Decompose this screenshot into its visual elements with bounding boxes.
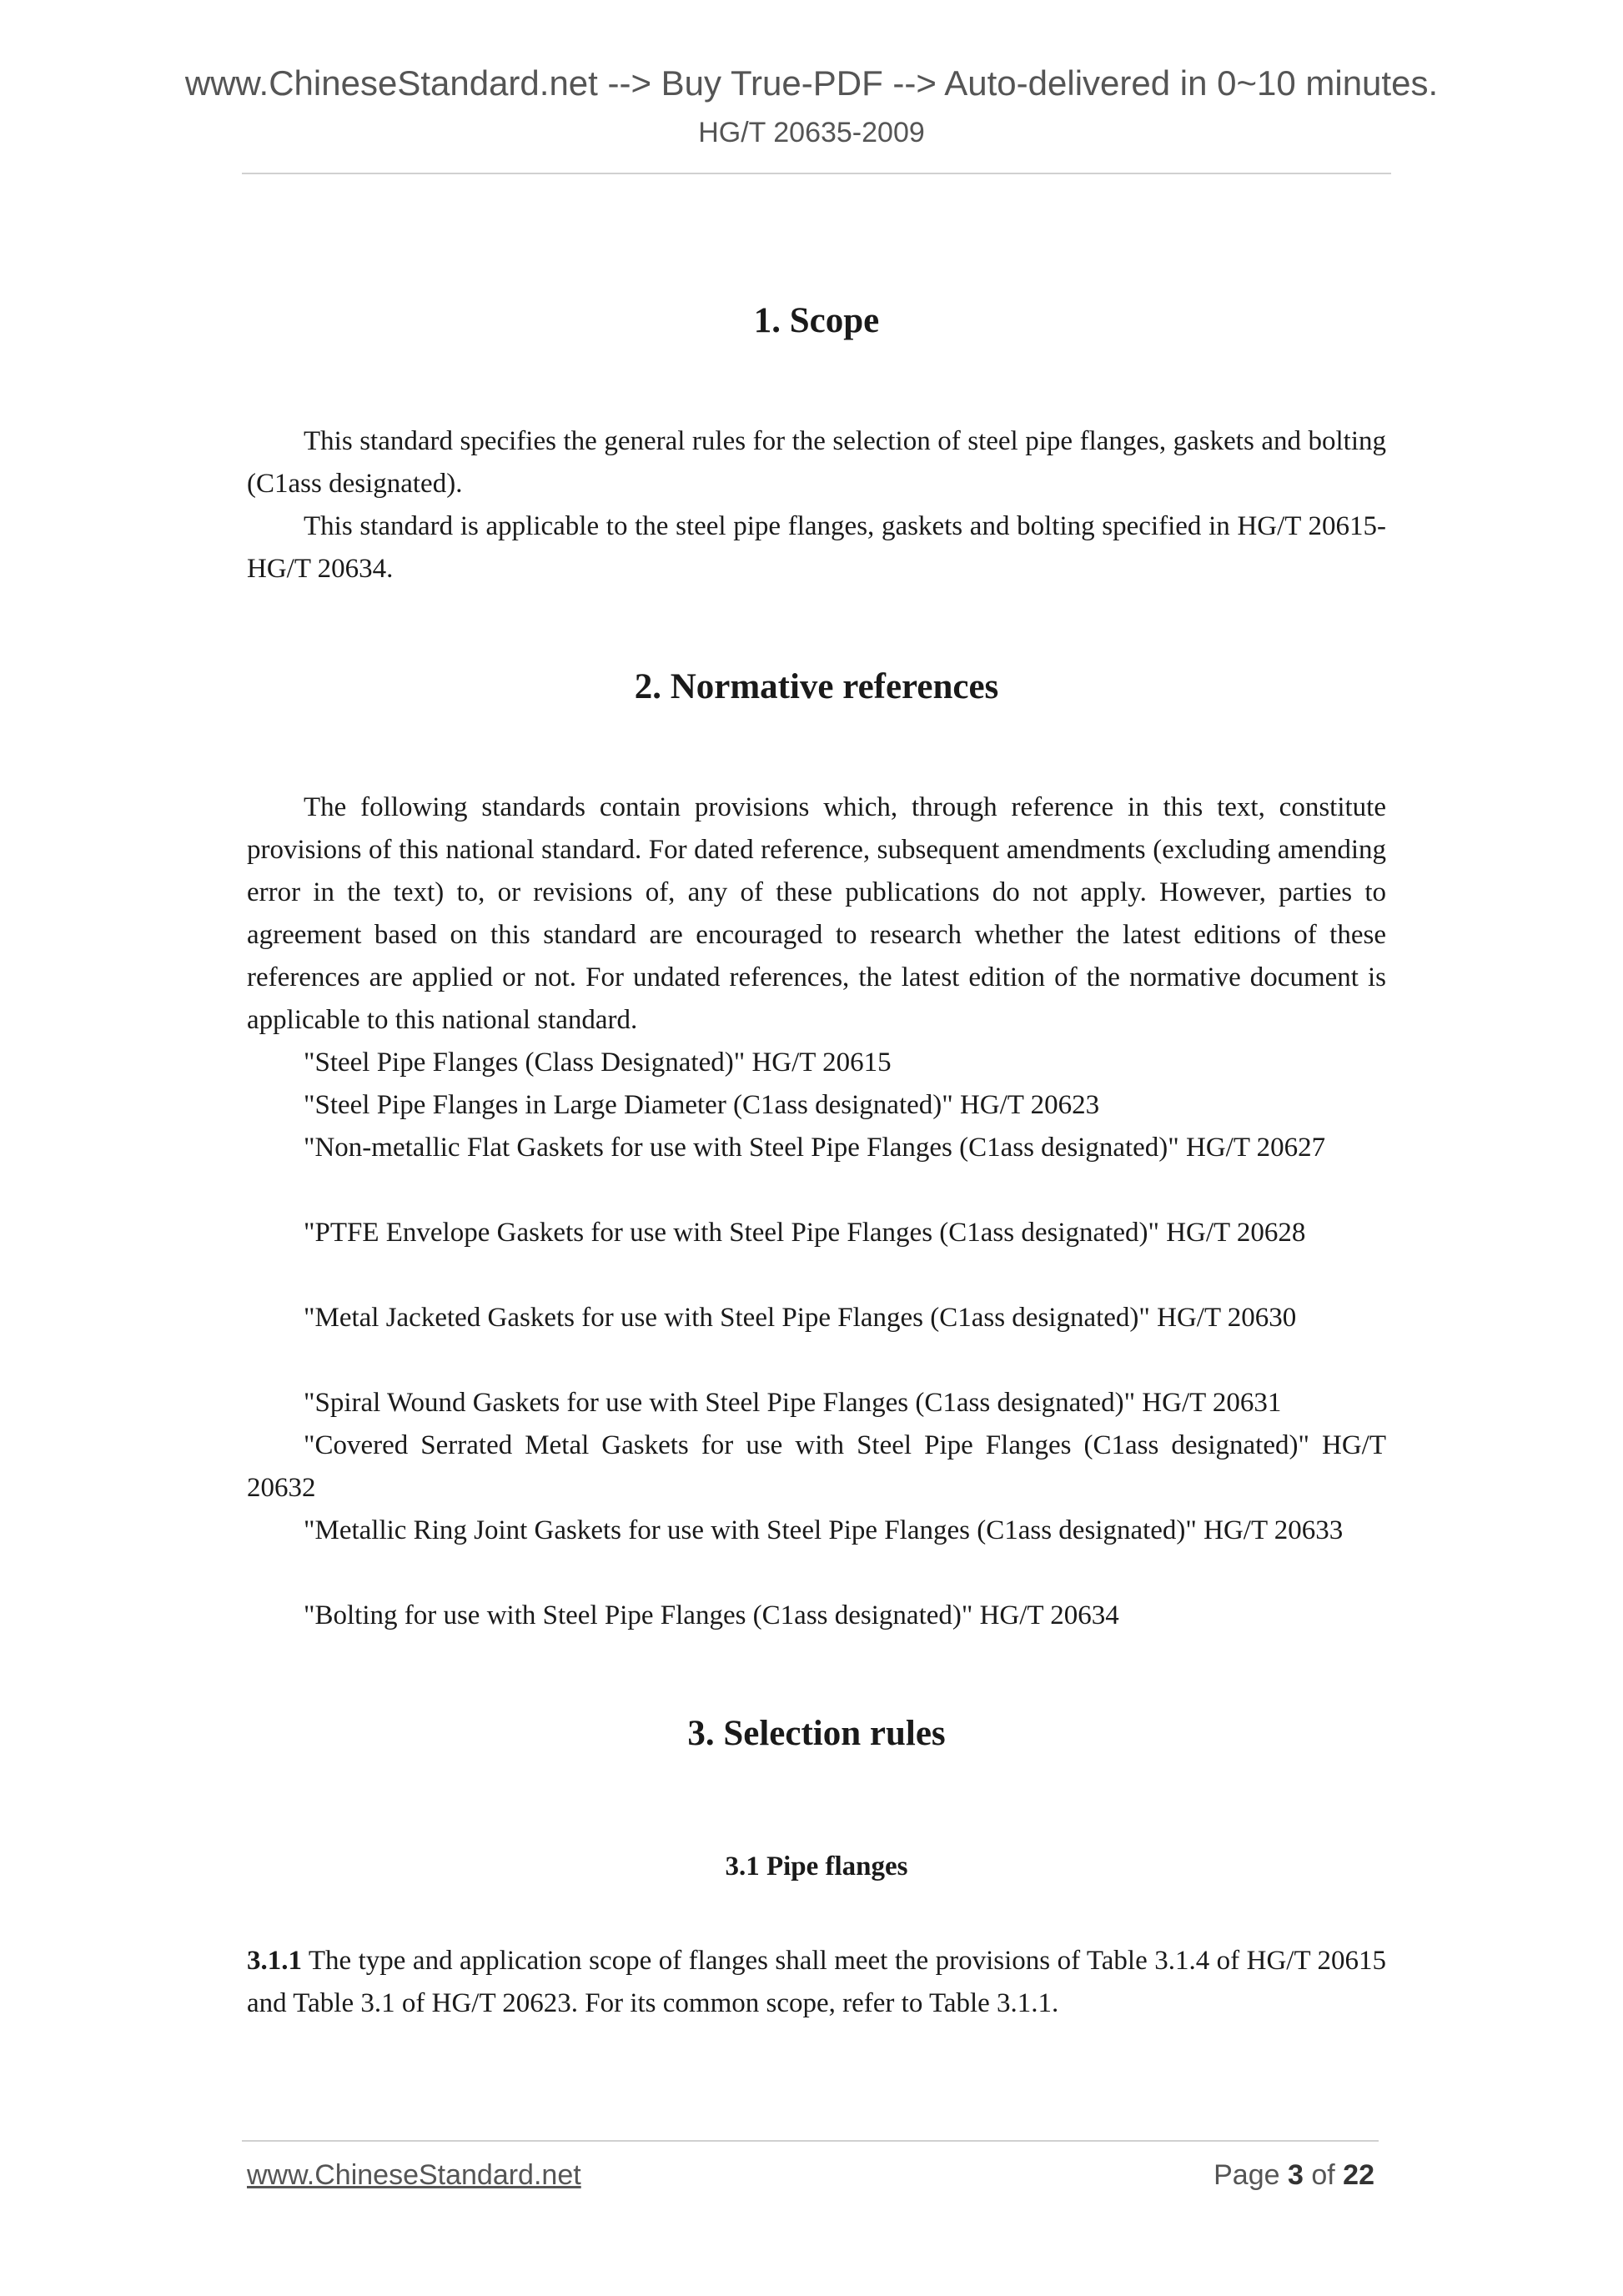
- clause-3-1-1: [247, 1940, 1386, 2025]
- page-indicator: [1213, 2159, 1374, 2192]
- section-title-scope: 1. Scope: [753, 301, 880, 340]
- page-of: of: [1311, 2159, 1335, 2191]
- reference-item: "Metallic Ring Joint Gaskets for use with Steel Pipe Flanges (C1ass designated)" HG/T 20633: [304, 1515, 1344, 1545]
- reference-item: "Steel Pipe Flanges in Large Diameter (C1ass designated)" HG/T 20623: [304, 1090, 1100, 1120]
- reference-item: "Covered Serrated Metal Gaskets for use with Steel Pipe Flanges (C1ass designated)" HG/T 20632: [247, 1430, 1386, 1503]
- reference-item: "PTFE Envelope Gaskets for use with Steel Pipe Flanges (C1ass designated)" HG/T 20628: [304, 1218, 1306, 1248]
- section-title-selection-rules: 3. Selection rules: [687, 1714, 946, 1753]
- page-current: 3: [1287, 2159, 1304, 2191]
- reference-item: "Steel Pipe Flanges (Class Designated)" HG/T 20615: [304, 1048, 892, 1078]
- reference-item: "Metal Jacketed Gaskets for use with Steel Pipe Flanges (C1ass designated)" HG/T 20630: [304, 1303, 1297, 1333]
- clause-number: 3.1.1: [247, 1946, 302, 1976]
- scope-paragraph-1: This standard specifies the general rules for the selection of steel pipe flanges, gaskets and bolting (C1ass designated).: [247, 426, 1386, 499]
- section-title-normative-references: 2. Normative references: [634, 667, 999, 706]
- document-code: HG/T 20635-2009: [698, 117, 925, 148]
- reference-item: "Bolting for use with Steel Pipe Flanges (C1ass designated)" HG/T 20634: [304, 1600, 1119, 1630]
- clause-text: The type and application scope of flanges shall meet the provisions of Table 3.1.4 of HG/T 20615 and Table 3.1 of HG/T 20623. For its common scope, refer to Table 3.1.1.: [247, 1946, 1386, 2018]
- reference-item: "Spiral Wound Gaskets for use with Steel Pipe Flanges (C1ass designated)" HG/T 20631: [304, 1388, 1282, 1418]
- footer-site-link[interactable]: www.ChineseStandard.net: [247, 2159, 581, 2191]
- reference-item: "Non-metallic Flat Gaskets for use with Steel Pipe Flanges (C1ass designated)" HG/T 20627: [304, 1133, 1326, 1163]
- subsection-title-pipe-flanges: 3.1 Pipe flanges: [725, 1851, 908, 1882]
- normative-intro-paragraph: The following standards contain provisions which, through reference in this text, constitute provisions of this national standard. For dated reference, subsequent amendments (excluding amending error in the text) to, or revisions of, any of these publications do not apply. However, parties to agreement based on this standard are encouraged to research whether the latest editions of these references are applied or not. For undated references, the latest edition of the normative document is applicable to this national standard.: [247, 792, 1386, 1035]
- page-total: 22: [1343, 2159, 1374, 2191]
- header-divider: [242, 173, 1391, 174]
- footer-divider: [242, 2140, 1379, 2142]
- scope-paragraph-2: This standard is applicable to the steel pipe flanges, gaskets and bolting specified in HG/T 20615- HG/T 20634.: [247, 511, 1386, 584]
- page-prefix: Page: [1213, 2159, 1280, 2191]
- header-banner[interactable]: www.ChineseStandard.net --> Buy True-PDF --> Auto-delivered in 0~10 minutes.: [184, 63, 1439, 103]
